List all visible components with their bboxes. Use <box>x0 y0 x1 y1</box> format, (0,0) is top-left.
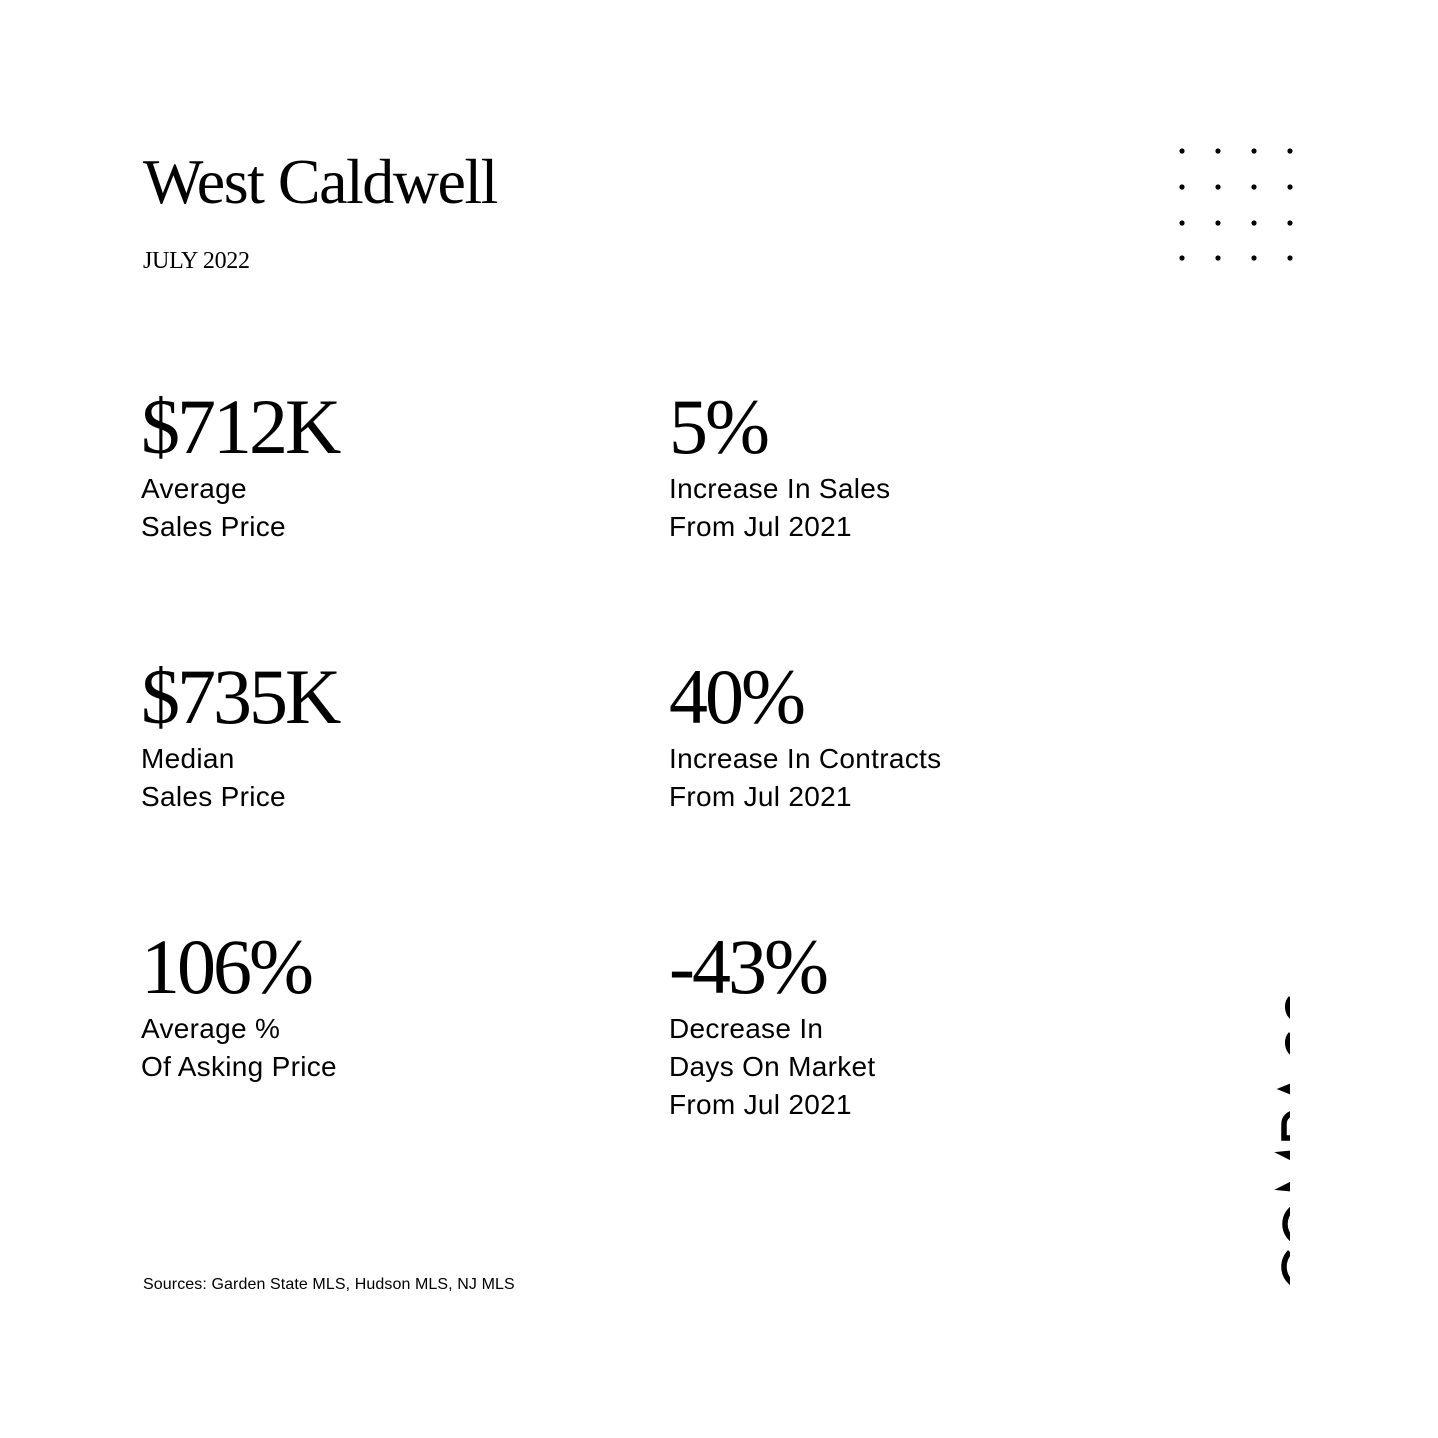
stat-label <box>141 740 601 816</box>
stat-value: 40% <box>669 653 803 740</box>
compass-logo <box>1230 950 1290 1295</box>
stat-increase-in-contracts <box>669 654 1129 816</box>
report-date: JULY 2022 <box>143 248 250 274</box>
stat-label <box>141 1010 601 1086</box>
stat-label <box>669 1010 1129 1124</box>
stat-label-line: Increase In Sales <box>669 473 891 504</box>
stat-label-line: From Jul 2021 <box>669 781 852 812</box>
stat-average-sales-price <box>141 384 601 546</box>
stat-value: 5% <box>669 383 767 470</box>
stat-value: $735K <box>141 653 339 740</box>
stat-label-line: Sales Price <box>141 781 286 812</box>
stat-label-line: Average % <box>141 1013 281 1044</box>
stat-value: $712K <box>141 383 339 470</box>
page-title: West Caldwell <box>143 146 497 217</box>
stat-label-line: Days On Market <box>669 1051 876 1082</box>
stat-label-line: From Jul 2021 <box>669 511 852 542</box>
stat-label-line: Median <box>141 743 235 774</box>
stat-days-on-market <box>669 924 1129 1124</box>
stat-increase-in-sales <box>669 384 1129 546</box>
stat-label-line: Average <box>141 473 247 504</box>
sources-note: Sources: Garden State MLS, Hudson MLS, NJ MLS <box>143 1276 515 1293</box>
stat-label <box>669 470 1129 546</box>
stat-median-sales-price <box>141 654 601 816</box>
stat-label-line: Sales Price <box>141 511 286 542</box>
stat-label-line: Of Asking Price <box>141 1051 337 1082</box>
stat-value: 106% <box>141 923 311 1010</box>
stat-label <box>669 740 1129 816</box>
stat-label-line: Increase In Contracts <box>669 743 942 774</box>
dot-grid-icon <box>1176 144 1296 264</box>
stat-label-line: From Jul 2021 <box>669 1089 852 1120</box>
stat-average-percent-of-asking <box>141 924 601 1086</box>
stat-value: -43% <box>669 923 826 1010</box>
stat-label-line: Decrease In <box>669 1013 824 1044</box>
stat-label <box>141 470 601 546</box>
